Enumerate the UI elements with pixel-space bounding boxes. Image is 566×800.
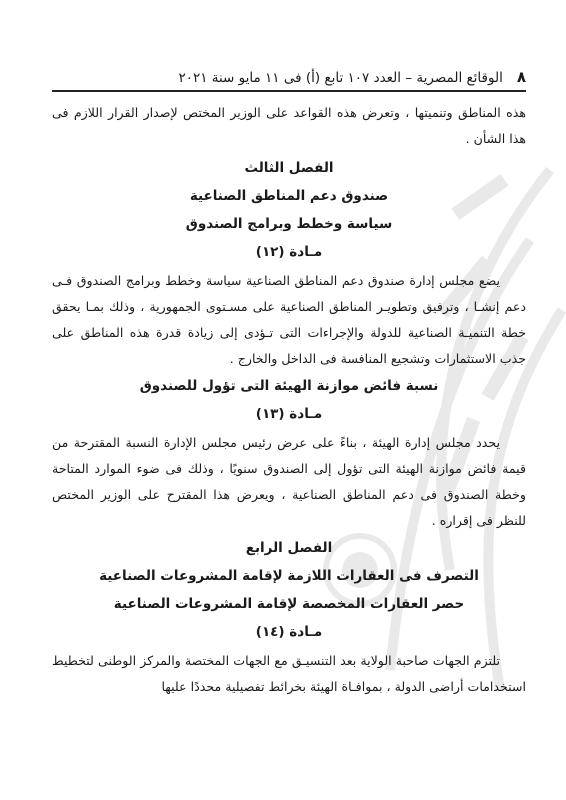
article-12-text: يضع مجلس إدارة صندوق دعم المناطق الصناعية سياسة وخطط وبرامج الصندوق فـى دعم إنشـا ، وترفيق وتطويـر المناطق الصناعية على مسـتوى الجمهورية ، وذلك بمـا يحقق خطة التنميـة الصناعية للدولة والإجراءات التى تـؤدى إلى زيادة قدرة هذه المناطق على جذب الاستثمارات وتشجيع المنافسة فى الداخل والخارج . xyxy=(52,273,526,366)
intro-paragraph: هذه المناطق وتنميتها ، وتعرض هذه القواعد على الوزير المختص لإصدار القرار اللازم فى هذا الشأن . xyxy=(52,105,526,146)
page-header xyxy=(52,62,526,92)
article-13-text: يحدد مجلس إدارة الهيئة ، بناءً على عرض رئيس مجلس الإدارة النسبة المقترحة من قيمة فائض موازنة الهيئة التى تؤول إلى الصندوق سنويًا ، وذلك فى ضوء الموارد المتاحة وخطة الصندوق فى دعم المناطق الصناعية ، ويعرض هذا المقترح على الوزير المختص للنظر فى إقراره . xyxy=(52,435,526,528)
document-body xyxy=(52,100,526,700)
chapter-4-title: الفصل الرابع xyxy=(245,540,333,556)
running-title: الوقائع المصرية – العدد ١٠٧ تابع (أ) فى ١١ مايو سنة ٢٠٢١ xyxy=(178,70,503,86)
article-14-label: مـادة (١٤) xyxy=(255,624,323,640)
article-14-text: تلتزم الجهات صاحبة الولاية بعد التنسيـق مع الجهات المختصة والمركز الوطنى لتخطيط استخدامات أراضى الدولة ، بموافـاة الهيئة بخرائط تفصيلية محددًا عليها xyxy=(52,653,526,694)
chapter-4-subtitle-disposal: التصرف فى العقارات اللازمة لإقامة المشروعات الصناعية xyxy=(99,568,479,584)
article-13-label: مـادة (١٣) xyxy=(255,406,323,422)
chapter-3-subtitle-fund: صندوق دعم المناطق الصناعية xyxy=(189,188,389,204)
article-12-label: مـادة (١٢) xyxy=(255,244,323,260)
chapter-4-subtitle-inventory: حصر العقارات المخصصة لإقامة المشروعات الصناعية xyxy=(113,596,465,612)
page-number: ٨ xyxy=(516,68,526,86)
chapter-3-subtitle-policy: سياسة وخطط وبرامج الصندوق xyxy=(185,216,393,232)
chapter-3-title: الفصل الثالث xyxy=(244,160,334,176)
surplus-heading: نسبة فائض موازنة الهيئة التى تؤول للصندوق xyxy=(139,378,439,394)
